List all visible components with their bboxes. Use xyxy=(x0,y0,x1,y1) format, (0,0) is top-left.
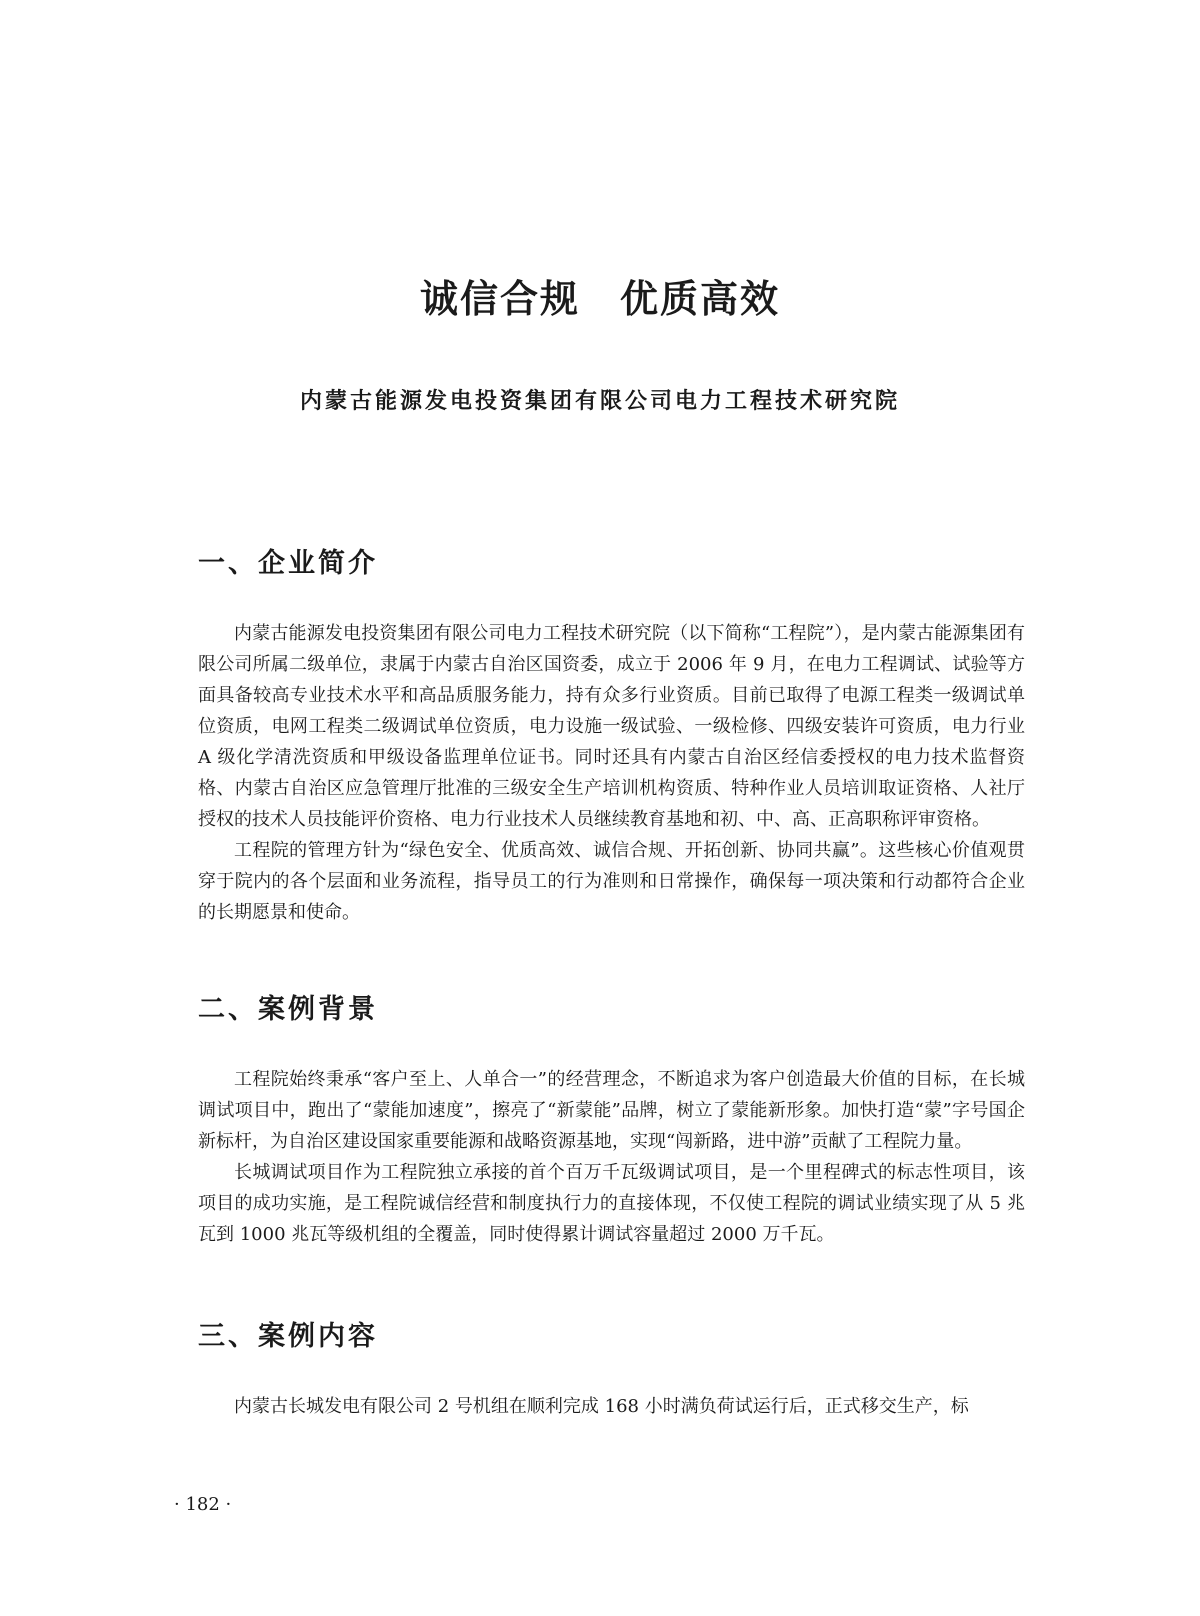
section-heading-background: 二、案例背景 xyxy=(198,994,378,1025)
section-heading-intro: 一、企业简介 xyxy=(198,548,378,579)
paragraph: 内蒙古长城发电有限公司 2 号机组在顺利完成 168 小时满负荷试运行后，正式移交生产，标 xyxy=(234,1396,969,1417)
section-body-content xyxy=(198,1391,1025,1422)
paragraph: 工程院的管理方针为“绿色安全、优质高效、诚信合规、开拓创新、协同共赢”。这些核心价值观贯穿于院内的各个层面和业务流程，指导员工的行为准则和日常操作，确保每一项决策和行动都符合企业的长期愿景和使命。 xyxy=(198,840,1025,923)
section-body-intro xyxy=(198,618,1025,928)
paragraph: 长城调试项目作为工程院独立承接的首个百万千瓦级调试项目，是一个里程碑式的标志性项目，该项目的成功实施，是工程院诚信经营和制度执行力的直接体现，不仅使工程院的调试业绩实现了从 5 兆瓦到 1000 兆瓦等级机组的全覆盖，同时使得累计调试容量超过 2000 万千瓦。 xyxy=(198,1162,1025,1245)
page-title: 诚信合规 优质高效 xyxy=(419,276,780,321)
paragraph: 内蒙古能源发电投资集团有限公司电力工程技术研究院（以下简称“工程院”），是内蒙古能源集团有限公司所属二级单位，隶属于内蒙古自治区国资委，成立于 2006 年 9 月，在电力工程调试、试验等方面具备较高专业技术水平和高品质服务能力，持有众多行业资质。目前已取得了电源工程类一级调试单位资质，电网工程类二级调试单位资质，电力设施一级试验、一级检修、四级安装许可资质，电力行业 A 级化学清洗资质和甲级设备监理单位证书。同时还具有内蒙古自治区经信委授权的电力技术监督资格、内蒙古自治区应急管理厅批准的三级安全生产培训机构资质、特种作业人员培训取证资格、人社厅授权的技术人员技能评价资格、电力行业技术人员继续教育基地和初、中、高、正高职称评审资格。 xyxy=(198,623,1025,830)
section-body-background xyxy=(198,1064,1025,1250)
section-heading-content: 三、案例内容 xyxy=(198,1321,378,1352)
page-subtitle: 内蒙古能源发电投资集团有限公司电力工程技术研究院 xyxy=(299,388,900,414)
page-number: · 182 · xyxy=(174,1494,232,1515)
paragraph: 工程院始终秉承“客户至上、人单合一”的经营理念，不断追求为客户创造最大价值的目标，在长城调试项目中，跑出了“蒙能加速度”，擦亮了“新蒙能”品牌，树立了蒙能新形象。加快打造“蒙”字号国企新标杆，为自治区建设国家重要能源和战略资源基地，实现“闯新路，进中游”贡献了工程院力量。 xyxy=(198,1069,1025,1152)
